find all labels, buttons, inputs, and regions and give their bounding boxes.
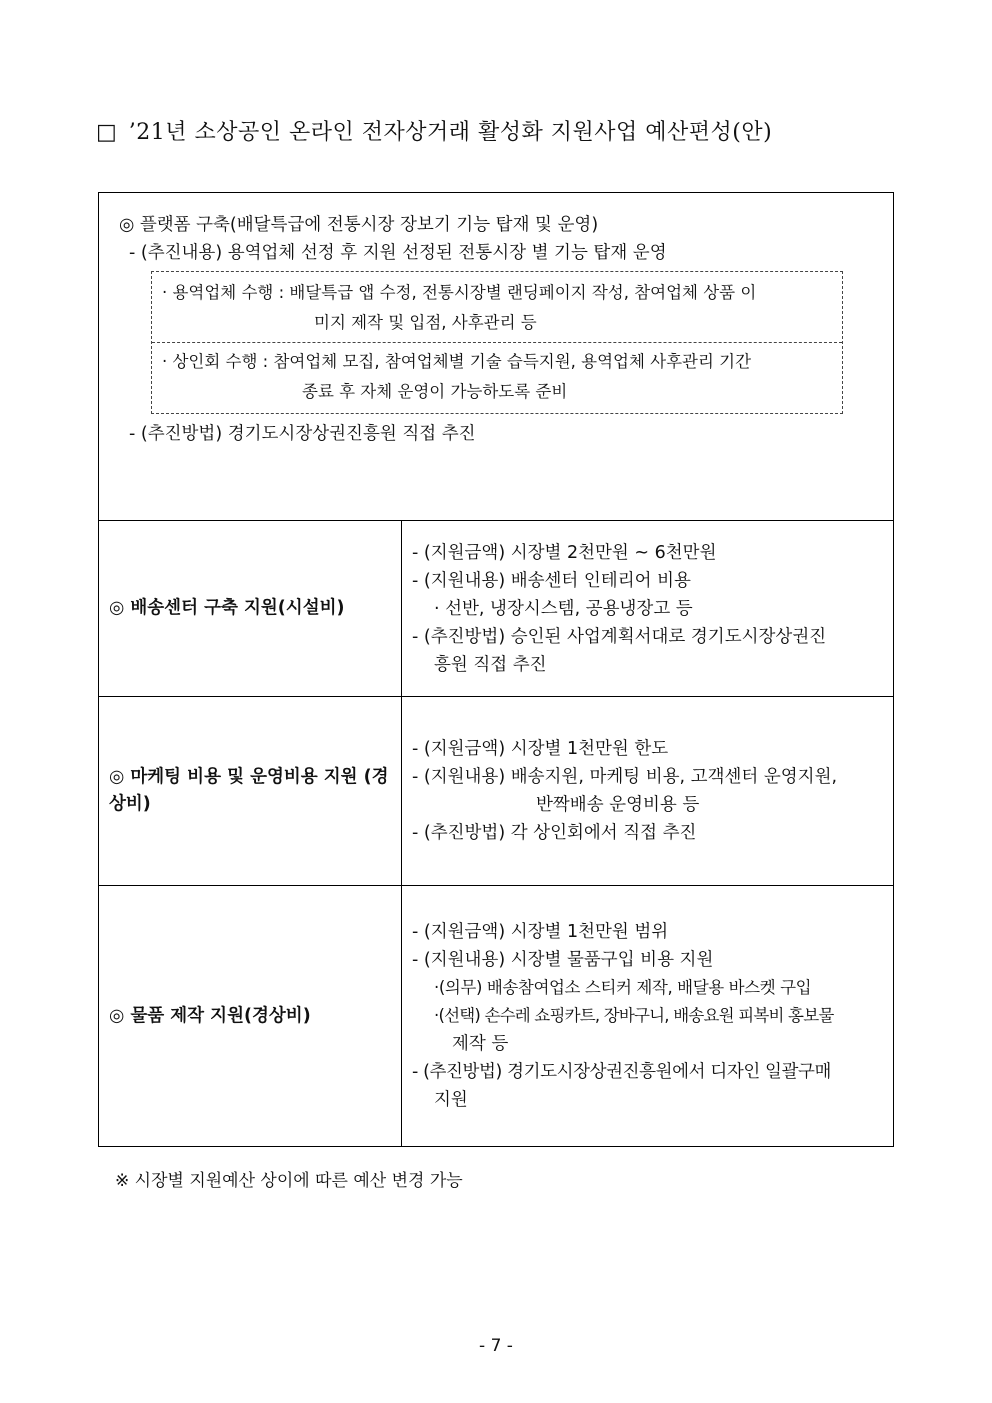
platform-section (99, 193, 894, 521)
detail-line: - (지원내용) 배송지원, 마케팅 비용, 고객센터 운영지원, (412, 767, 838, 787)
box1-line2: 미지 제작 및 입점, 사후관리 등 (314, 313, 537, 332)
detail-line: 지원 (434, 1090, 468, 1110)
platform-content: - (추진내용) 용역업체 선정 후 지원 선정된 전통시장 별 기능 탑재 운영 (129, 243, 667, 263)
row-label: ◎ 마케팅 비용 및 운영비용 지원 (경상비) (99, 697, 402, 886)
detail-line: 반짝배송 운영비용 등 (536, 795, 700, 815)
title-text: ’21년 소상공인 온라인 전자상거래 활성화 지원사업 예산편성(안) (128, 120, 773, 145)
row-details (402, 886, 894, 1147)
detail-line: - (지원금액) 시장별 1천만원 범위 (412, 922, 669, 942)
page-number: - 7 - (479, 1336, 513, 1356)
detail-line: · 선반, 냉장시스템, 공용냉장고 등 (434, 598, 693, 619)
checkbox-symbol: □ (96, 120, 118, 145)
detail-line: 흥원 직접 추진 (434, 654, 547, 675)
detail-line: ·(선택) 손수레 쇼핑카트, 장바구니, 배송요원 피복비 홍보물 (434, 1006, 834, 1025)
detail-line: 제작 등 (452, 1034, 509, 1054)
box2-line2: 종료 후 자체 운영이 가능하도록 준비 (302, 382, 568, 401)
row-label: ◎ 배송센터 구축 지원(시설비) (99, 521, 402, 697)
budget-table (98, 192, 894, 1147)
box2-line1: · 상인회 수행 : 참여업체 모집, 참여업체별 기술 습득지원, 용역업체 사후관리 기간 (162, 352, 752, 371)
detail-box (151, 271, 843, 414)
dashed-divider (152, 342, 842, 343)
page-title (96, 115, 916, 146)
detail-line: ·(의무) 배송참여업소 스티커 제작, 배달용 바스켓 구입 (434, 978, 812, 997)
footnote: ※ 시장별 지원예산 상이에 따른 예산 변경 가능 (115, 1171, 463, 1191)
detail-line: - (추진방법) 승인된 사업계획서대로 경기도시장상권진 (412, 626, 827, 647)
detail-line: - (지원내용) 시장별 물품구입 비용 지원 (412, 950, 714, 970)
detail-line: - (지원금액) 시장별 1천만원 한도 (412, 739, 669, 759)
row-details (402, 697, 894, 886)
detail-line: - (지원내용) 배송센터 인테리어 비용 (412, 570, 691, 591)
detail-line: - (추진방법) 경기도시장상권진흥원에서 디자인 일괄구매 (412, 1062, 832, 1082)
row-label: ◎ 물품 제작 지원(경상비) (99, 886, 402, 1147)
row-details (402, 521, 894, 697)
detail-line: - (추진방법) 각 상인회에서 직접 추진 (412, 823, 697, 843)
box1-line1: · 용역업체 수행 : 배달특급 앱 수정, 전통시장별 랜딩페이지 작성, 참여업체 상품 이 (162, 283, 757, 302)
detail-line: - (지원금액) 시장별 2천만원 ~ 6천만원 (412, 542, 717, 563)
platform-heading: ◎ 플랫폼 구축(배달특급에 전통시장 장보기 기능 탑재 및 운영) (119, 215, 599, 235)
platform-method: - (추진방법) 경기도시장상권진흥원 직접 추진 (129, 424, 476, 444)
